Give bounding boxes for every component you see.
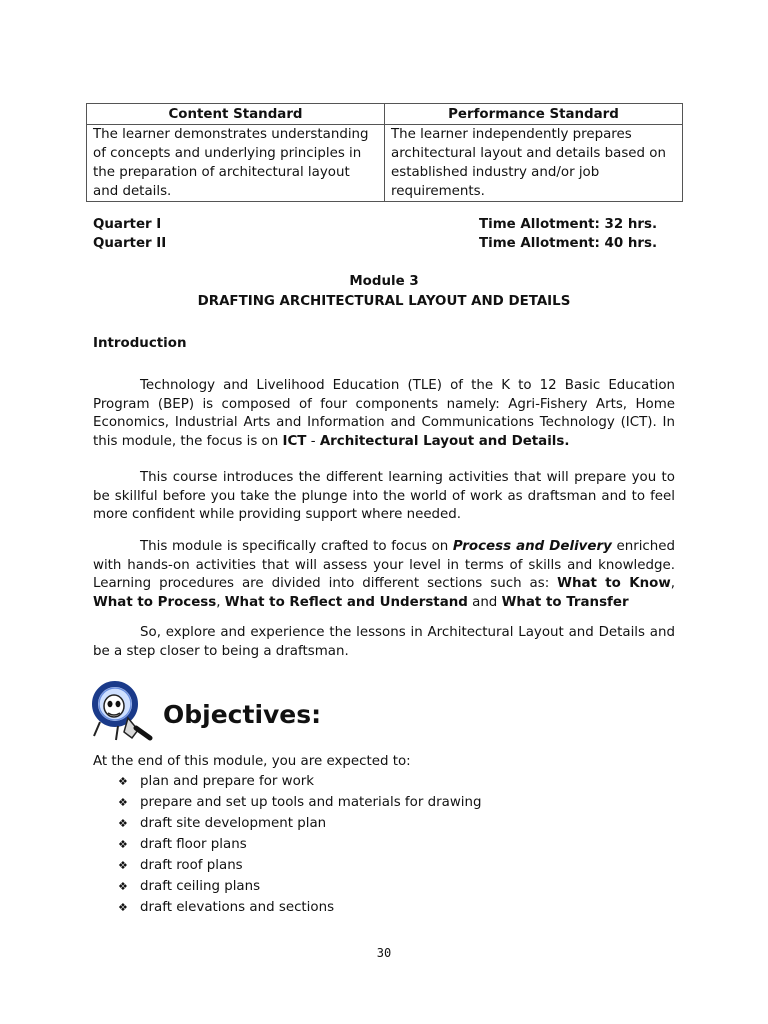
intro-p1-dash: - <box>306 433 320 449</box>
intro-p3-comma: , <box>216 594 225 610</box>
quarter-2-allotment: Time Allotment: 40 hrs. <box>479 236 658 251</box>
magnifier-mascot-icon <box>88 680 158 742</box>
diamond-bullet-icon: ❖ <box>118 838 128 851</box>
page-number: 30 <box>376 946 392 960</box>
intro-paragraph-1 <box>93 377 675 451</box>
performance-line: architectural layout and details based on <box>391 146 666 161</box>
objectives-list <box>118 771 481 918</box>
content-standard-cell <box>87 125 385 202</box>
quarter-2-label: Quarter II <box>93 236 167 251</box>
objectives-title: Objectives: <box>163 700 322 729</box>
objective-text: draft elevations and sections <box>140 900 335 915</box>
intro-p3-process-delivery: Process and Delivery <box>452 539 612 554</box>
objective-text: draft site development plan <box>140 816 327 831</box>
intro-p3-comma: , <box>670 576 675 591</box>
content-line: of concepts and underlying principles in <box>93 146 362 161</box>
list-item <box>118 876 481 897</box>
intro-p1-focus: Architectural Layout and Details. <box>319 433 570 449</box>
intro-p3-text-b: enriched with hands-on activities that will assess your level in terms of skills and knowledge. Learning procedures are divided into different sections such as: <box>93 539 676 591</box>
module-number: Module 3 <box>349 274 419 289</box>
intro-p1-ict: ICT <box>282 433 307 449</box>
intro-p3-what-to-transfer: What to Transfer <box>501 594 629 610</box>
performance-line: The learner independently prepares <box>391 127 632 142</box>
list-item <box>118 792 481 813</box>
diamond-bullet-icon: ❖ <box>118 817 128 830</box>
performance-line: established industry and/or job <box>391 165 600 180</box>
diamond-bullet-icon: ❖ <box>118 880 128 893</box>
objective-text: plan and prepare for work <box>140 774 315 789</box>
objective-text: draft ceiling plans <box>140 879 261 894</box>
intro-p3-what-to-know: What to Know <box>557 576 671 591</box>
performance-standard-header: Performance Standard <box>385 104 683 125</box>
list-item <box>118 813 481 834</box>
intro-p3-and: and <box>467 594 502 610</box>
objective-text: prepare and set up tools and materials for drawing <box>140 795 482 810</box>
diamond-bullet-icon: ❖ <box>118 901 128 914</box>
diamond-bullet-icon: ❖ <box>118 859 128 872</box>
performance-standard-cell <box>385 125 683 202</box>
content-line: and details. <box>93 184 172 199</box>
intro-paragraph-2: This course introduces the different learning activities that will prepare you to be skillful before you take the plunge into the world of work as draftsman and to feel more confident while providing support where needed. <box>93 470 675 522</box>
content-line: the preparation of architectural layout <box>93 165 350 180</box>
intro-p3-text-a: This module is specifically crafted to focus on <box>140 539 453 554</box>
intro-p3-what-to-reflect: What to Reflect and Understand <box>224 594 468 610</box>
module-title: DRAFTING ARCHITECTURAL LAYOUT AND DETAILS <box>197 294 571 309</box>
content-standard-header: Content Standard <box>87 104 385 125</box>
performance-line: requirements. <box>391 184 485 199</box>
quarter-1-allotment: Time Allotment: 32 hrs. <box>479 217 658 232</box>
list-item <box>118 897 481 918</box>
introduction-heading: Introduction <box>93 336 187 351</box>
list-item <box>118 771 481 792</box>
objective-text: draft roof plans <box>140 858 243 873</box>
quarter-1-label: Quarter I <box>93 217 162 232</box>
diamond-bullet-icon: ❖ <box>118 796 128 809</box>
standards-table <box>86 103 683 202</box>
objective-text: draft floor plans <box>140 837 247 852</box>
list-item <box>118 834 481 855</box>
intro-paragraph-4: So, explore and experience the lessons in Architectural Layout and Details and be a step closer to being a draftsman. <box>93 625 675 659</box>
diamond-bullet-icon: ❖ <box>118 775 128 788</box>
intro-paragraph-3 <box>93 538 675 612</box>
intro-p3-what-to-process: What to Process <box>93 594 217 610</box>
content-line: The learner demonstrates understanding <box>93 127 369 142</box>
objectives-lead: At the end of this module, you are expected to: <box>93 754 411 769</box>
intro-p1-text: Technology and Livelihood Education (TLE) of the K to 12 Basic Education Program (BEP) is composed of four components namely: Agri-Fishery Arts, Home Economics, Industrial Arts and Information and Communications Technology (ICT). In this module, the focus is on <box>93 378 675 449</box>
list-item <box>118 855 481 876</box>
